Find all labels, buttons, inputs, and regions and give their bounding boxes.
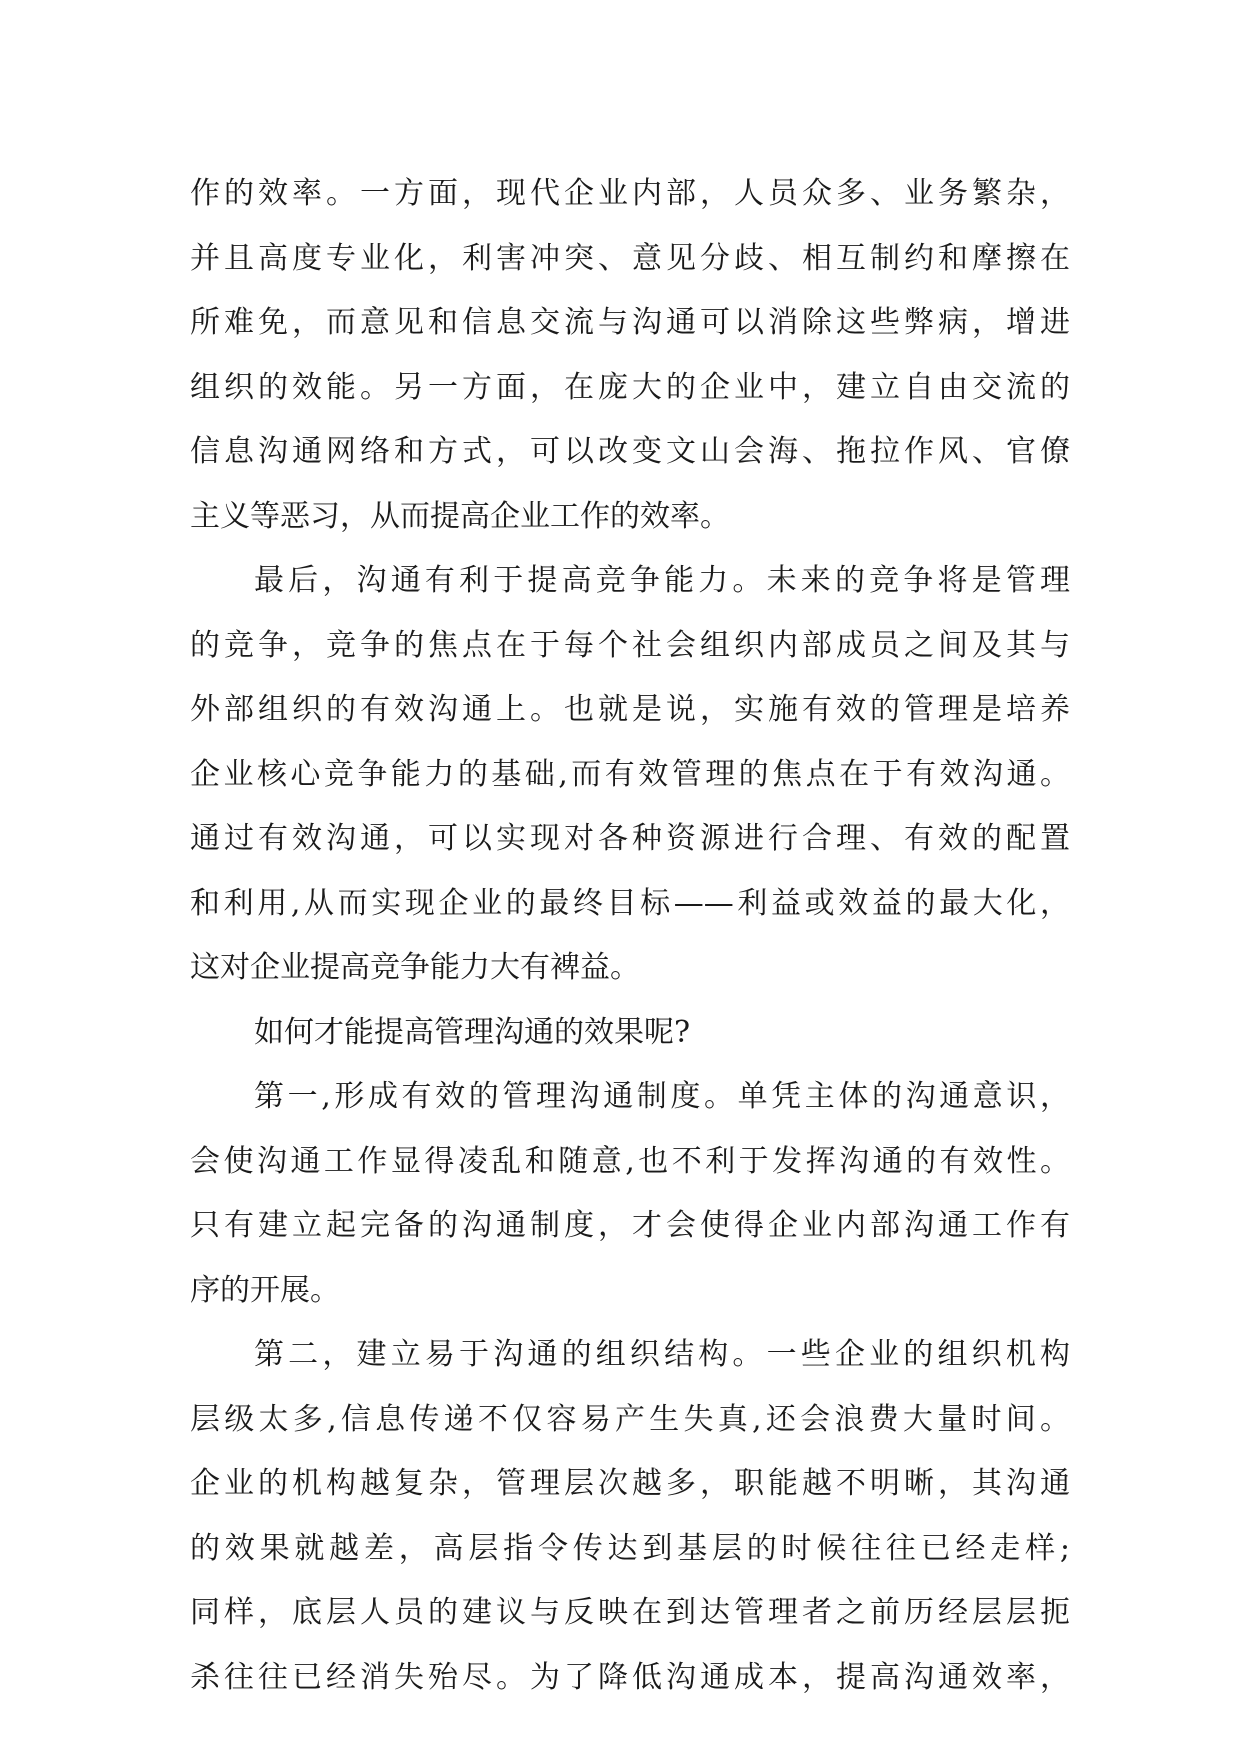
text-line: 信息沟通网络和方式，可以改变文山会海、拖拉作风、官僚	[190, 434, 1070, 469]
text-line: 通过有效沟通，可以实现对各种资源进行合理、有效的配置	[190, 821, 1070, 856]
text-line: 序的开展。	[190, 1272, 340, 1308]
text-line: 只有建立起完备的沟通制度，才会使得企业内部沟通工作有	[190, 1208, 1070, 1243]
text-line: 第一,形成有效的管理沟通制度。单凭主体的沟通意识，	[254, 1079, 1070, 1114]
text-line: 层级太多,信息传递不仅容易产生失真,还会浪费大量时间。	[190, 1401, 1070, 1437]
text-line: 如何才能提高管理沟通的效果呢?	[254, 1014, 691, 1050]
text-line: 杀往往已经消失殆尽。为了降低沟通成本，提高沟通效率，	[190, 1659, 1070, 1695]
body-text	[190, 162, 1070, 1710]
paragraph	[190, 162, 1070, 549]
text-line: 最后，沟通有利于提高竞争能力。未来的竞争将是管理	[254, 563, 1070, 598]
paragraph	[190, 1065, 1070, 1323]
paragraph	[190, 1323, 1070, 1710]
text-line: 企业的机构越复杂，管理层次越多，职能越不明晰，其沟通	[190, 1466, 1070, 1501]
text-line: 主义等恶习，从而提高企业工作的效率。	[190, 498, 730, 534]
text-line: 会使沟通工作显得凌乱和随意,也不利于发挥沟通的有效性。	[190, 1143, 1070, 1179]
paragraph	[190, 1001, 1070, 1066]
text-line: 的竞争，竞争的焦点在于每个社会组织内部成员之间及其与	[190, 627, 1070, 663]
text-line: 同样，底层人员的建议与反映在到达管理者之前历经层层扼	[190, 1595, 1070, 1630]
text-line: 这对企业提高竞争能力大有裨益。	[190, 950, 640, 985]
text-line: 第二，建立易于沟通的组织结构。一些企业的组织机构	[254, 1337, 1070, 1372]
text-line: 和利用,从而实现企业的最终目标——利益或效益的最大化，	[190, 885, 1070, 921]
text-line: 组织的效能。另一方面，在庞大的企业中，建立自由交流的	[190, 369, 1070, 405]
text-line: 企业核心竞争能力的基础,而有效管理的焦点在于有效沟通。	[190, 756, 1070, 792]
text-line: 的效果就越差，高层指令传达到基层的时候往往已经走样;	[190, 1530, 1070, 1566]
text-line: 所难免，而意见和信息交流与沟通可以消除这些弊病，增进	[190, 305, 1070, 340]
paragraph	[190, 549, 1070, 1001]
text-line: 作的效率。一方面，现代企业内部，人员众多、业务繁杂，	[190, 176, 1070, 211]
text-line: 并且高度专业化，利害冲突、意见分歧、相互制约和摩擦在	[190, 240, 1070, 276]
text-line: 外部组织的有效沟通上。也就是说，实施有效的管理是培养	[190, 692, 1070, 727]
